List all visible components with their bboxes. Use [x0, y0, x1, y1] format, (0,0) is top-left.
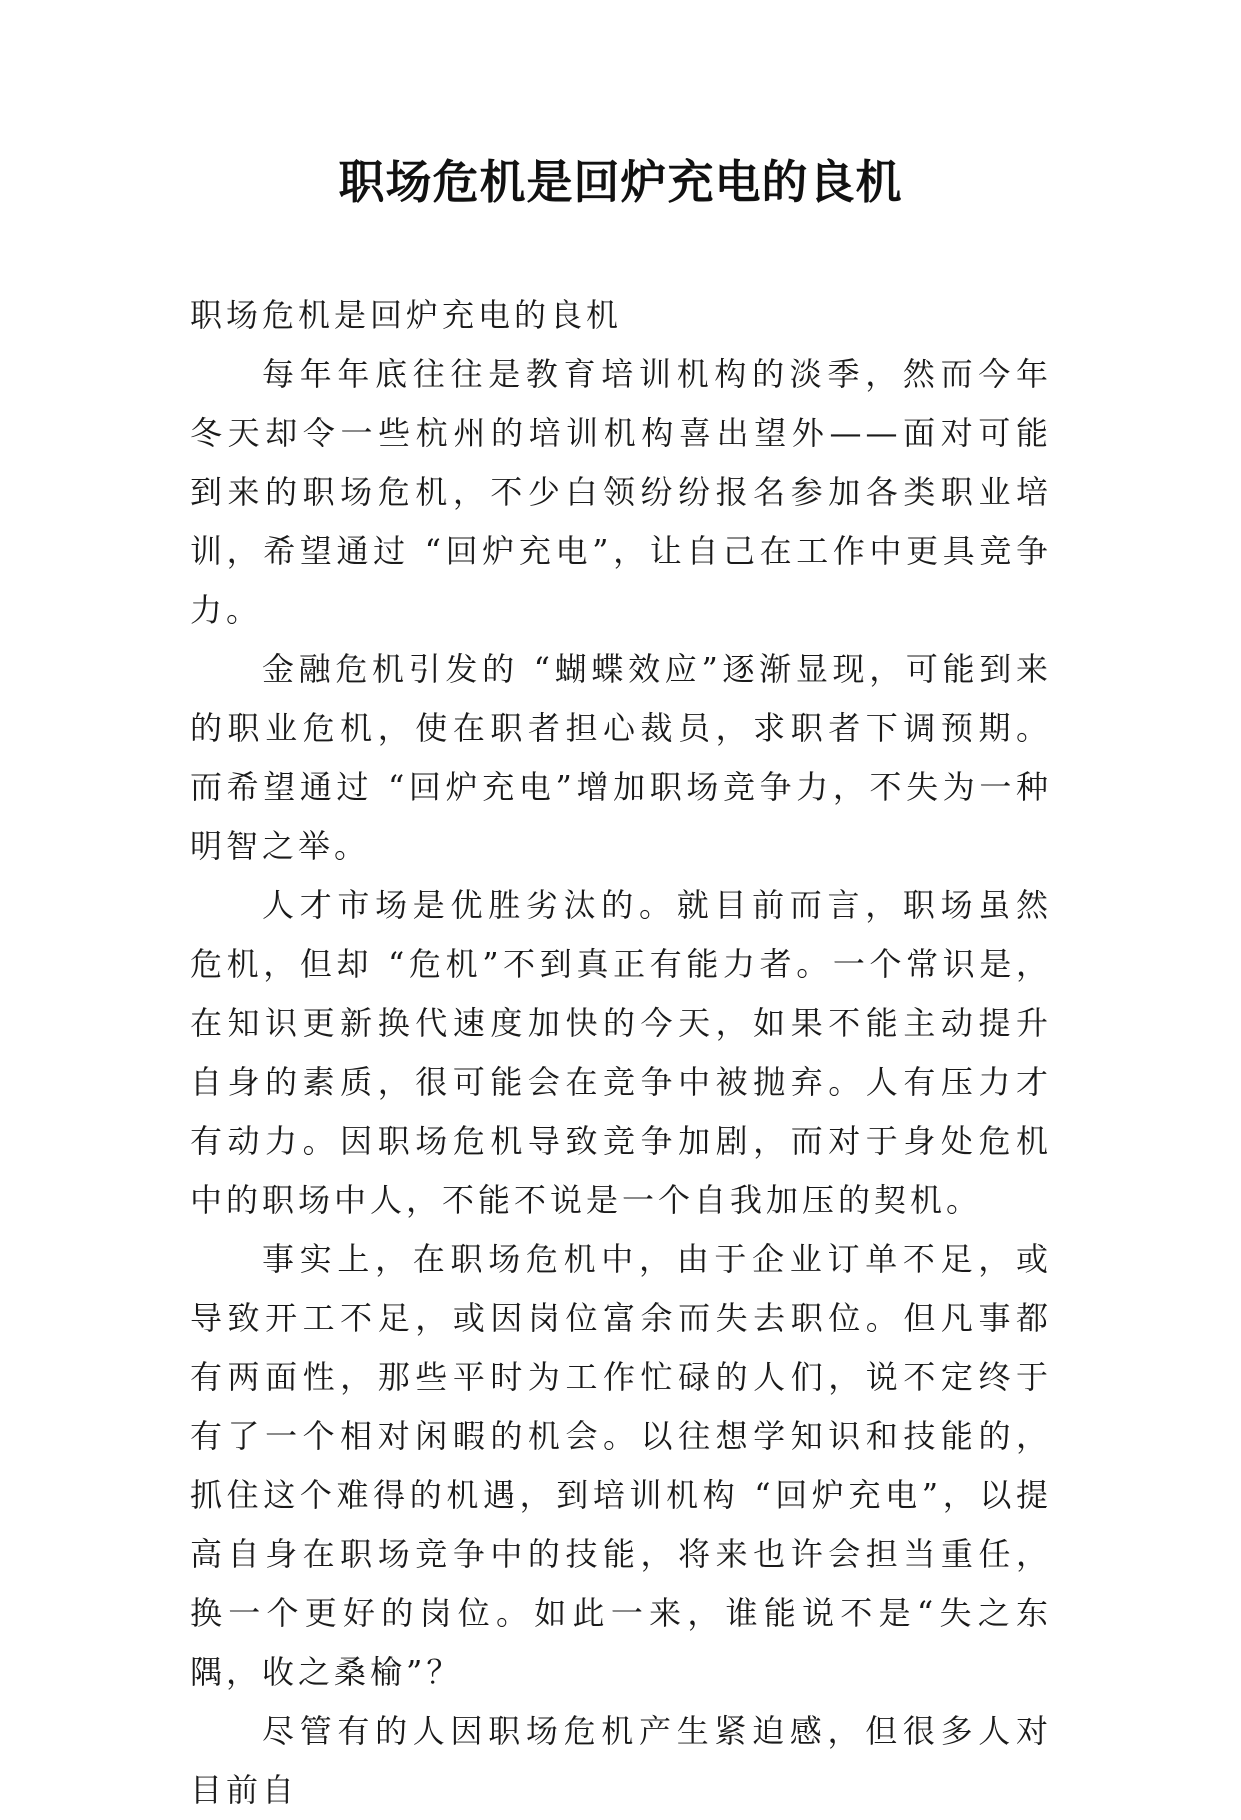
document-title: 职场危机是回炉充电的良机: [338, 155, 903, 209]
paragraph-3: 人才市场是优胜劣汰的。就目前而言，职场虽然危机，但却 “危机”不到真正有能力者。一个常识是，在知识更新换代速度加快的今天，如果不能主动提升自身的素质，很可能会在竞争中被抛弃。人有压力才有动力。因职场危机导致竞争加剧，而对于身处危机中的职场中人，不能不说是一个自我加压的契机。: [190, 886, 1052, 1219]
document-subtitle: 职场危机是回炉充电的良机: [190, 296, 623, 334]
paragraph-4: 事实上，在职场危机中，由于企业订单不足，或导致开工不足，或因岗位富余而失去职位。但凡事都有两面性，那些平时为工作忙碌的人们，说不定终于有了一个相对闲暇的机会。以往想学知识和技能的，抓住这个难得的机遇，到培训机构 “回炉充电”，以提高自身在职场竞争中的技能，将来也许会担当重任，换一个更好的岗位。如此一来，谁能说不是“失之东隅，收之桑榆”？: [190, 1240, 1052, 1691]
paragraph-2: 金融危机引发的 “蝴蝶效应”逐渐显现，可能到来的职业危机，使在职者担心裁员，求职者下调预期。而希望通过 “回炉充电”增加职场竞争力，不失为一种明智之举。: [190, 650, 1052, 865]
paragraph-1: 每年年底往往是教育培训机构的淡季，然而今年冬天却令一些杭州的培训机构喜出望外——面对可能到来的职场危机，不少白领纷纷报名参加各类职业培训，希望通过 “回炉充电”，让自己在工作中更具竞争力。: [190, 355, 1052, 629]
document-body: [190, 286, 1052, 1820]
paragraph-5: 尽管有的人因职场危机产生紧迫感，但很多人对目前自: [190, 1712, 1052, 1809]
